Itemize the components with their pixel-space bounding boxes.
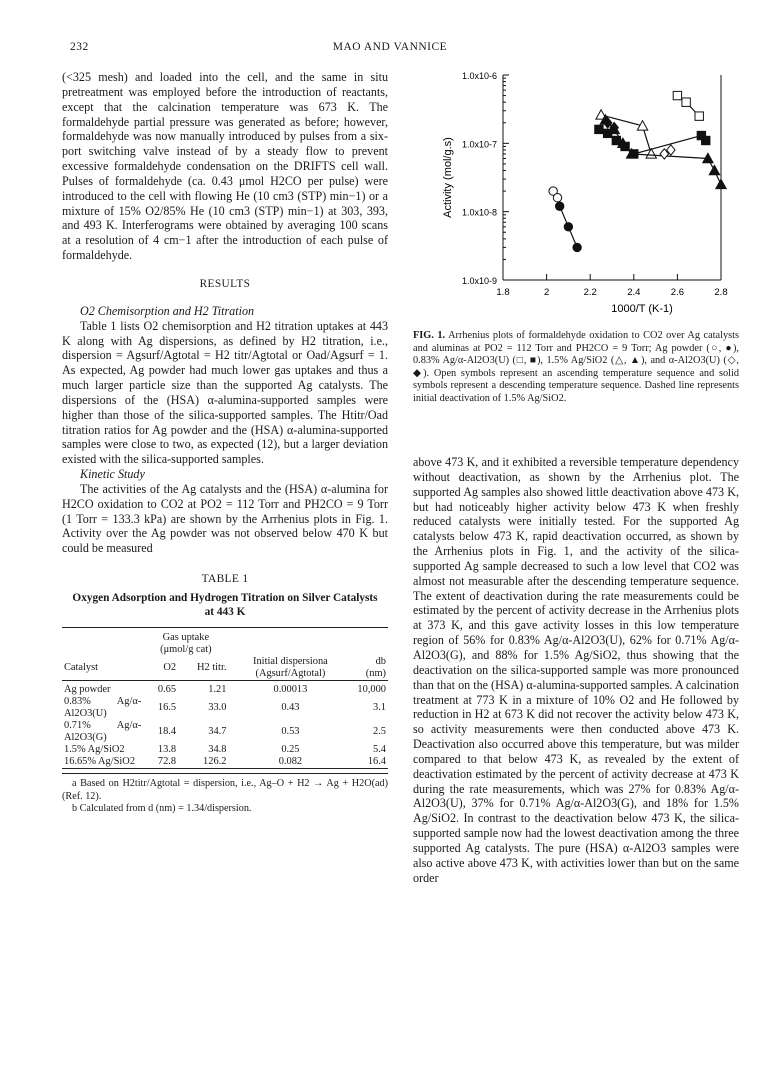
results-heading: RESULTS: [199, 277, 251, 290]
table-cell: 0.83% Ag/α-Al2O3(U): [64, 696, 142, 719]
table-cell: 34.7: [208, 726, 227, 737]
table-cell: 72.8: [157, 756, 177, 767]
x-tick-label: 1.8: [496, 287, 510, 298]
data-point-triangle: [716, 179, 726, 188]
table-cell: 0.53: [281, 726, 300, 737]
subsection-heading-chemisorption: O2 Chemisorption and H2 Titration: [80, 303, 255, 318]
x-tick-label: 2.4: [627, 287, 641, 298]
figure-1: [413, 50, 743, 320]
table-cell: 3.1: [373, 702, 386, 713]
y-tick-label: 1.0x10-9: [461, 276, 497, 286]
data-point-square: [682, 98, 690, 106]
y-tick-label: 1.0x10-7: [461, 139, 497, 150]
data-point-triangle: [709, 165, 719, 174]
x-tick-label: 2.6: [670, 287, 685, 298]
table-cell: 0.43: [281, 702, 300, 713]
right-column-paragraph: above 473 K, and it exhibited a reversible temperature dependency without deactivation, as shown by the Arrhenius plot. The supported Ag samples also showed little deactivation above 473 K, but had noticeably higher activity below 473 K when freshly reduced catalysts were initially tested. For the supported Ag catalysts below 473 K, rapid deactivation occurred, as shown by the Arrhenius plots in Fig. 1, and the activity of the silica-supported Ag sample decreased to such a low level that CO2 was almost not measurable after the descending temperature sequence. The extent of deactivation during the rate measurements could be estimated by the percent of activity decrease in the Arrhenius plots at 373 K, and this gave activity losses in this low temperature region of 56% for 0.83% Ag/α-Al2O3(U), 62% for 0.71% Ag/α-Al2O3(G), and 88% for 1.5% Ag/SiO2, thus showing that the deactivation on the silica-supported sample was more pronounced than that on the (HSA) α-alumina-supported samples. A calcination treatment at 773 K in a mixture of 10% O2 and He followed by reduction in H2 at 673 K did not recover the activity below 473 K, so activity measurements were then conducted above 473 K. Deactivation also occurred above this temperature, but was milder compared to that below 473 K, as revealed by the extent of deactivation estimated by the percent of activity decrease at 473 K during the rate measurements, which was 27% for 0.83% Ag/α-Al2O3(U), 37% for 0.71% Ag/α-Al2O3(G), and 18% for 1.5% Ag/SiO2. In contrast to the deactivation below 473 K, the silica-supported sample now had the lowest deactivation among the three supported Ag catalysts. The pure (HSA) α-Al2O3 samples were also active above 473 K, with activities lower than but on the same order: [413, 455, 739, 885]
x-tick-label: 2: [543, 287, 550, 298]
table-cell: 33.0: [208, 702, 227, 713]
table-cell: 0.71% Ag/α-Al2O3(G): [64, 720, 142, 743]
table-cell: 126.2: [203, 756, 227, 767]
table-column-header: db (nm): [365, 656, 386, 679]
table-body: [62, 681, 388, 769]
table-cell: Ag powder: [64, 684, 111, 695]
table-cell: 16.4: [367, 756, 386, 767]
table-row: [62, 696, 388, 720]
table-cell: 10,000: [357, 684, 386, 695]
table-column-header: H2 titr.: [196, 662, 227, 673]
table-cell: 16.65% Ag/SiO2: [64, 756, 136, 767]
y-axis-label: Activity (mol/g.s): [442, 137, 454, 218]
table-cell: 16.5: [157, 702, 177, 713]
table-cell: 5.4: [373, 744, 386, 755]
data-point-circle: [555, 202, 563, 210]
continuation-paragraph: (<325 mesh) and loaded into the cell, and the same in situ pretreatment was employed before the introduction of reactants, except that the calcination temperature was 673 K. The formaldehyde partial pressure was generated as before; however, formaldehyde was now manually introduced by pulses from a six-port switching valve instead of by a steady flow to prevent excessive formaldehyde condensation on the DRIFTS cell wall. Pulses of formaldehyde (ca. 0.43 μmol H2CO per pulse) were introduced to the cell with flowing He (10 cm3 (STP) min−1) or a mixture of 15% O2/85% He (10 cm3 (STP) min−1) at 303, 393, and 493 K. Interferograms were obtained by averaging 100 scans at a resolution of 4 cm−1 after the introduction of each pulse of formaldehyde.: [62, 70, 388, 263]
data-point-square: [695, 112, 703, 120]
table-cell: 2.5: [373, 726, 386, 737]
table-group-header: Gas uptake (μmol/g cat): [160, 632, 212, 655]
table-cell: 0.082: [278, 756, 303, 767]
table-row: [62, 681, 388, 697]
data-point-square: [595, 125, 603, 133]
data-point-circle: [573, 243, 581, 251]
x-tick-label: 2.8: [714, 287, 728, 298]
table-cell: 1.21: [208, 684, 227, 695]
table-row: [62, 756, 388, 769]
y-tick-label: 1.0x10-6: [461, 71, 497, 81]
table-column-header: Catalyst: [64, 662, 99, 673]
data-table: [62, 627, 388, 769]
figure-caption-label: FIG. 1.: [413, 330, 446, 341]
right-column: [413, 455, 739, 885]
left-column: [62, 70, 388, 816]
table-cell: 1.5% Ag/SiO2: [64, 744, 125, 755]
table-cell: 0.00013: [273, 684, 308, 695]
table-footnote-a: a Based on H2titr/Agtotal = dispersion, i.e., Ag–O + H2 → Ag + H2O(ad) (Ref. 12).: [62, 778, 388, 802]
table-row: [62, 744, 388, 756]
figure-caption-text: Arrhenius plots of formaldehyde oxidation to CO2 over Ag catalysts and aluminas at PO2 = 112 Torr and PH2CO = 9 Torr; Ag powder (○, ●), 0.83% Ag/α-Al2O3(U) (□, ■), 1.5% Ag/SiO2 (△, ▲), and α-Al2O3(U) (◇, ◆). Open symbols represent an ascending temperature sequence and solid symbols represent a descending temperature sequence. Dashed line represents initial deactivation of 1.5% Ag/SiO2.: [413, 330, 739, 404]
data-point-square: [702, 136, 710, 144]
table-cell: 13.8: [157, 744, 177, 755]
figure-caption: [413, 330, 739, 405]
table-label: TABLE 1: [201, 573, 249, 586]
table-cell: 0.25: [281, 744, 300, 755]
table-footnotes: [62, 773, 388, 816]
table-row: [62, 720, 388, 744]
paragraph-chemisorption: Table 1 lists O2 chemisorption and H2 titration uptakes at 443 K along with Ag dispersions, as defined by H2 titration, i.e., dispersion = Agsurf/Agtotal = H2 titr/Agtotal or Oad/Agsurf = 1. As expected, Ag powder had much lower gas uptakes and thus a much larger particle size than the supported Ag catalysts. The dispersions of the (HSA) α-alumina-supported samples were higher than those of the silica-supported samples. The Htitr/Oad titration ratios for Ag powder and the (HSA) α-alumina-supported samples were close to two, as expected (12), but a larger deviation existed with the silica-supported samples.: [62, 318, 388, 467]
x-tick-label: 2.2: [583, 287, 597, 298]
data-point-circle: [553, 194, 561, 202]
table-cell: 18.4: [157, 726, 177, 737]
page-number: 232: [70, 41, 89, 53]
data-point-square: [673, 91, 681, 99]
table-caption: Oxygen Adsorption and Hydrogen Titration on Silver Catalysts at 443 K: [72, 592, 378, 618]
subsection-heading-kinetic: Kinetic Study: [80, 467, 145, 482]
table-cell: 34.8: [208, 744, 227, 755]
table-footnote-b: b Calculated from d (nm) = 1.34/dispersion.: [72, 803, 252, 814]
table-column-header: O2: [163, 662, 177, 673]
running-title: MAO AND VANNICE: [332, 41, 448, 53]
data-point-circle: [564, 223, 572, 231]
table-column-header: Initial dispersiona (Agsurf/Agtotal): [253, 656, 328, 679]
table-cell: 0.65: [157, 684, 177, 695]
y-tick-label: 1.0x10-8: [461, 207, 497, 218]
paragraph-kinetic: The activities of the Ag catalysts and the (HSA) α-alumina for H2CO oxidation to CO2 at PO2 = 112 Torr and PH2CO = 9 Torr (1 Torr = 133.3 kPa) are shown by the Arrhenius plots in Fig. 1. Activity over the Ag powder was not observed below 470 K but could be measured: [62, 481, 388, 556]
data-points: [549, 91, 726, 251]
x-axis-label: 1000/T (K-1): [611, 303, 673, 315]
arrhenius-plot: [413, 50, 743, 315]
